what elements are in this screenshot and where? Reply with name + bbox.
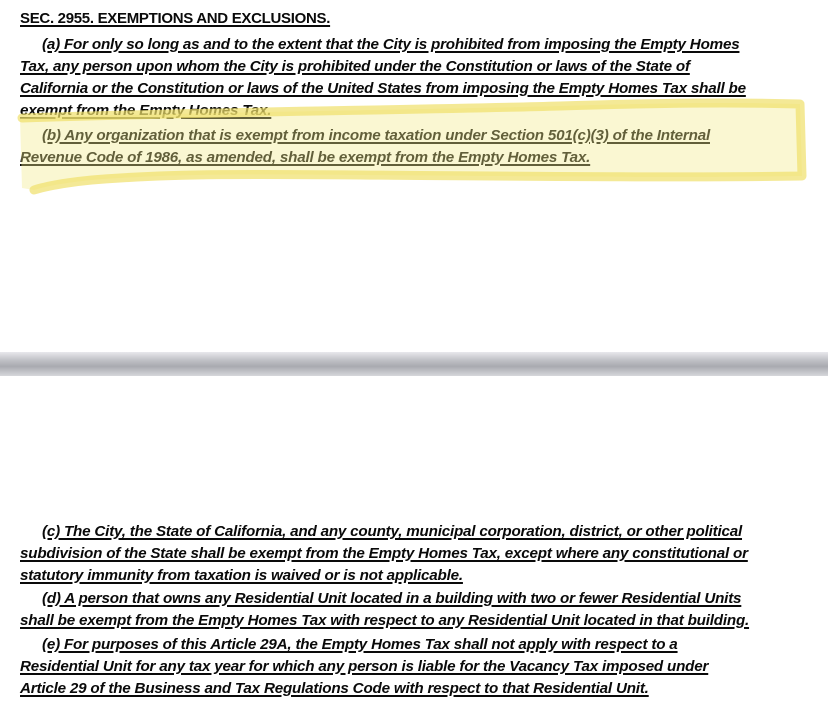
document-page-bottom	[0, 376, 828, 712]
paragraph-d-line-2: shall be exempt from the Empty Homes Tax with respect to any Residential Unit located in that building.	[20, 612, 750, 629]
paragraph-d-line-1: (d) A person that owns any Residential Unit located in a building with two or fewer Residential Units	[42, 590, 742, 607]
paragraph-e-line-3: Article 29 of the Business and Tax Regulations Code with respect to that Residential Unit.	[20, 680, 649, 697]
section-heading: SEC. 2955. EXEMPTIONS AND EXCLUSIONS.	[20, 10, 331, 27]
paragraph-c-line-2: subdivision of the State shall be exempt from the Empty Homes Tax, except where any constitutional or	[20, 545, 748, 562]
page-separator	[0, 352, 828, 376]
paragraph-e-line-1: (e) For purposes of this Article 29A, the Empty Homes Tax shall not apply with respect to a	[42, 636, 678, 653]
paragraph-c-line-1: (c) The City, the State of California, and any county, municipal corporation, district, or other political	[42, 523, 743, 540]
paragraph-b-line-1: (b) Any organization that is exempt from income taxation under Section 501(c)(3) of the Internal	[42, 127, 710, 144]
paragraph-b-line-2: Revenue Code of 1986, as amended, shall be exempt from the Empty Homes Tax.	[20, 149, 591, 166]
paragraph-a-line-3: California or the Constitution or laws of the United States from imposing the Empty Homes Tax shall be	[20, 80, 746, 97]
paragraph-c-line-3: statutory immunity from taxation is waived or is not applicable.	[20, 567, 463, 584]
document-page-top	[0, 0, 828, 352]
paragraph-a-line-4: exempt from the Empty Homes Tax.	[20, 102, 272, 119]
paragraph-e-line-2: Residential Unit for any tax year for which any person is liable for the Vacancy Tax imposed under	[20, 658, 709, 675]
paragraph-a-line-2: Tax, any person upon whom the City is prohibited under the Constitution or laws of the State of	[20, 58, 690, 75]
paragraph-a-line-1: (a) For only so long as and to the extent that the City is prohibited from imposing the Empty Homes	[42, 36, 740, 53]
